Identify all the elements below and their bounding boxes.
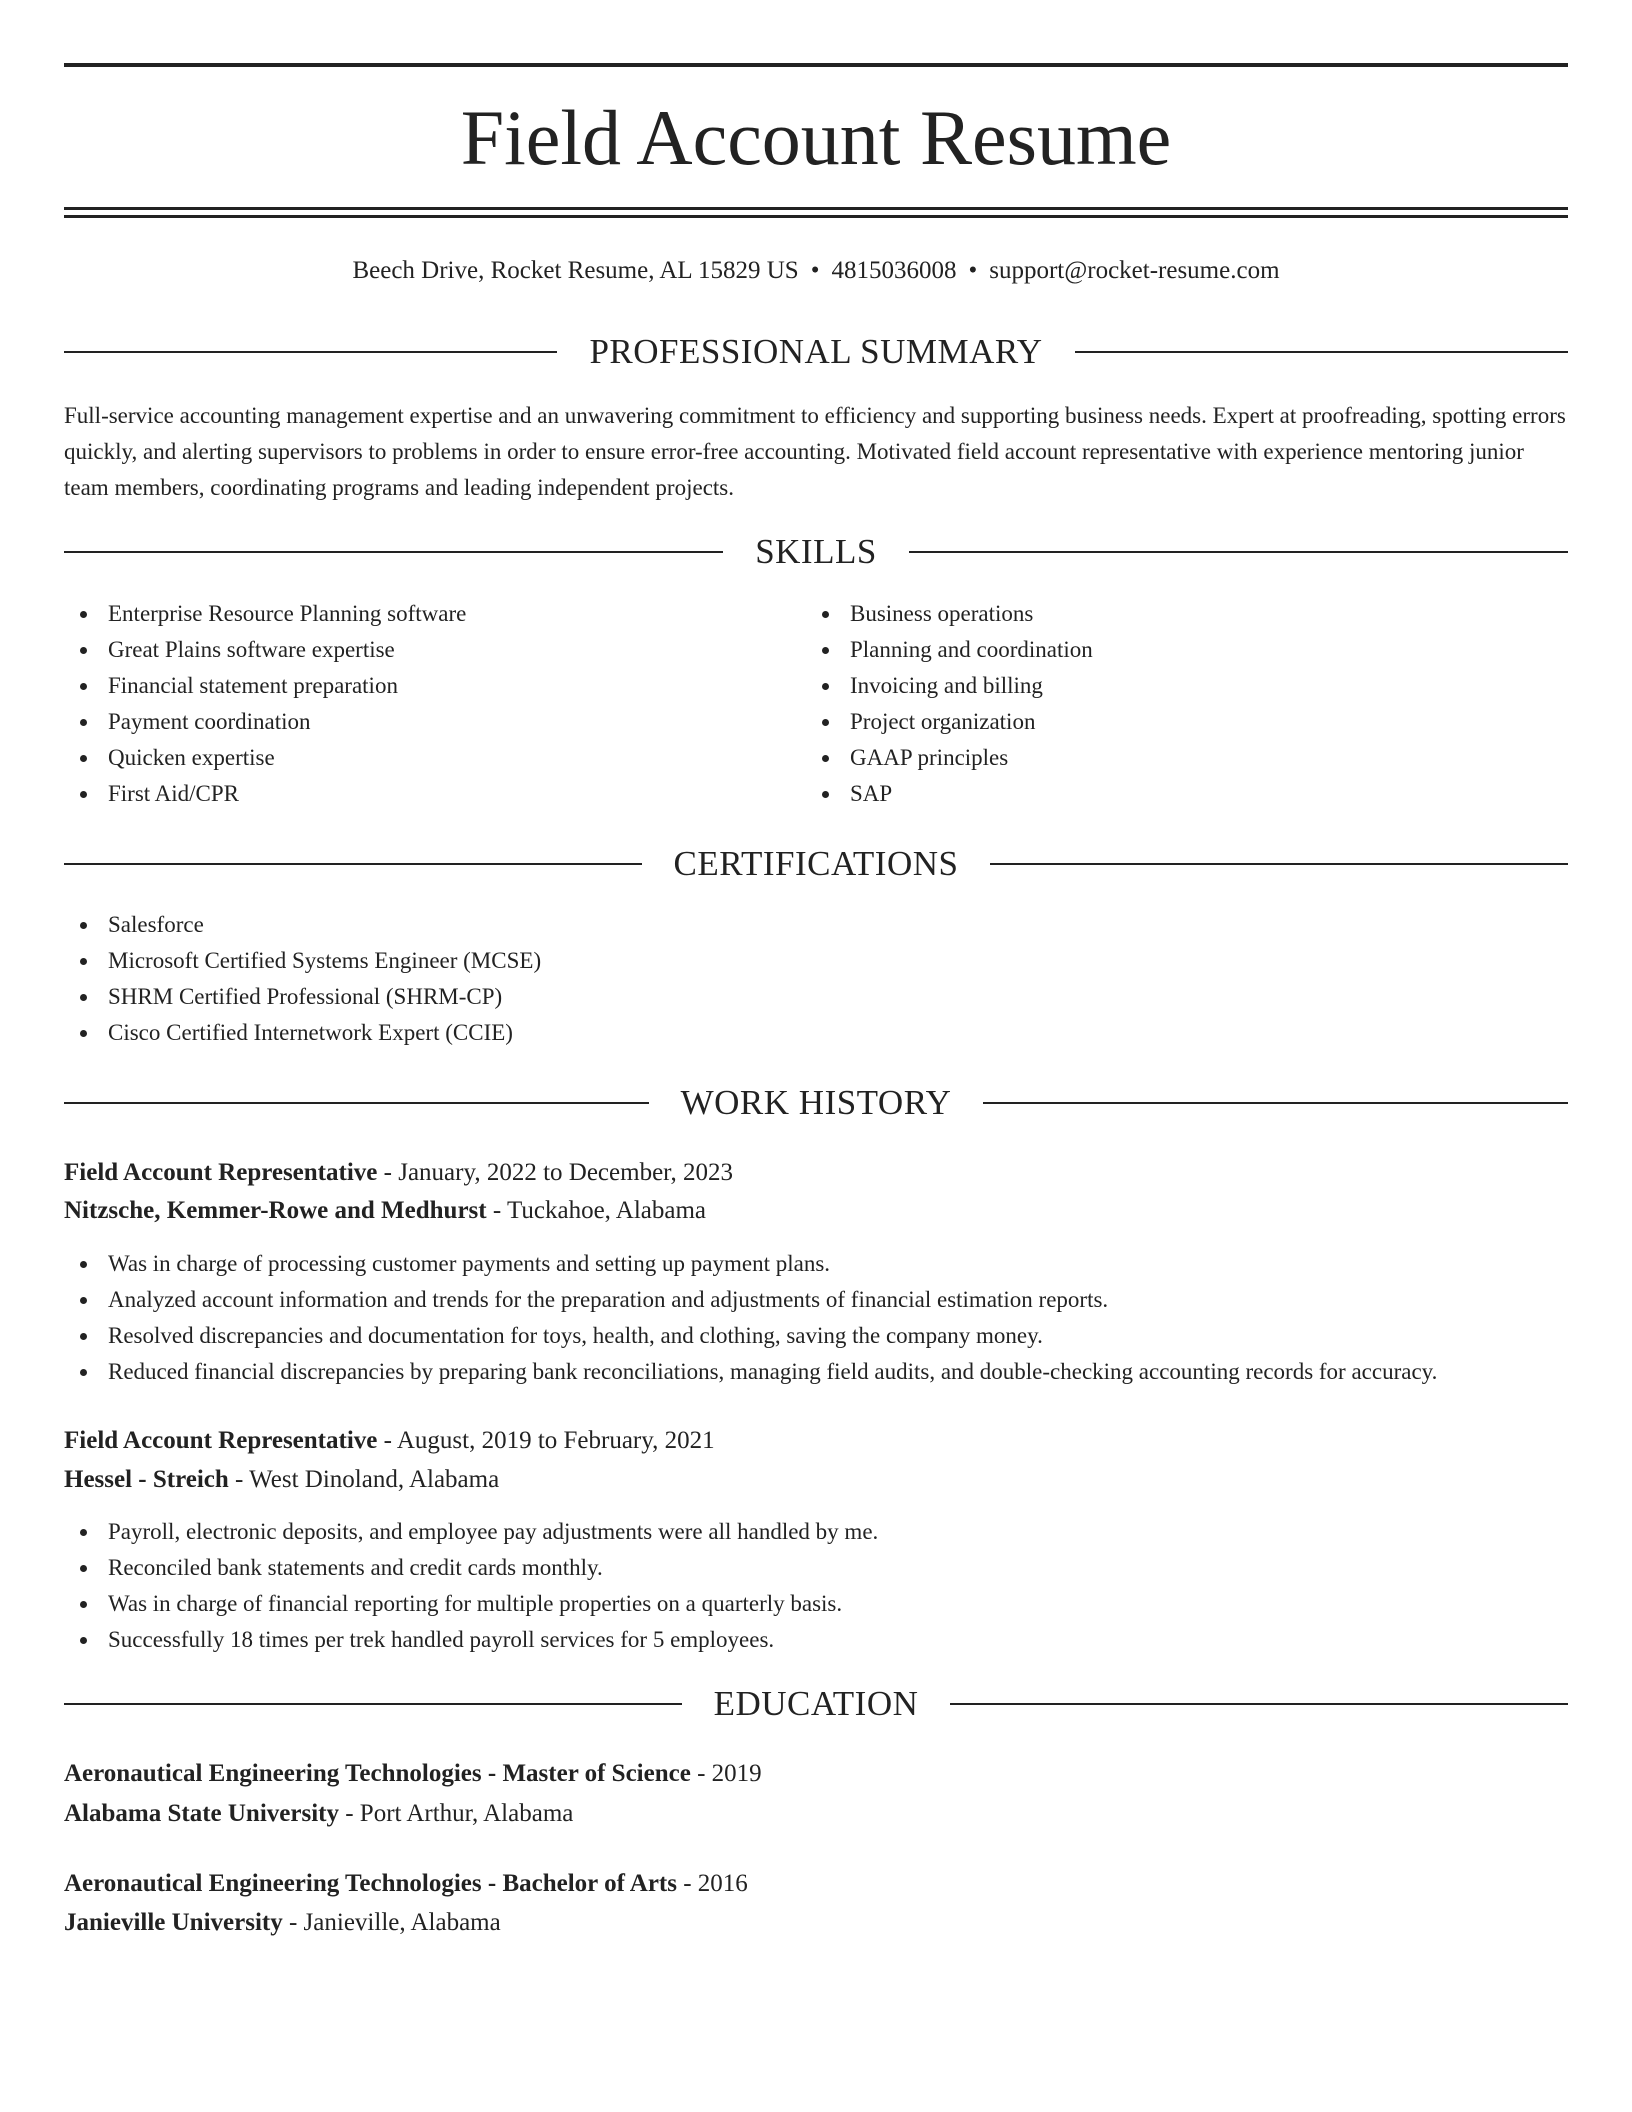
section-title-summary: PROFESSIONAL SUMMARY (589, 332, 1043, 371)
contact-email[interactable]: support@rocket-resume.com (989, 257, 1280, 284)
education-school: Alabama State University (64, 1800, 339, 1827)
certification-item: Salesforce (64, 907, 541, 943)
section-header-skills (64, 530, 1568, 574)
section-rule (64, 551, 723, 553)
education-degree-line (64, 1755, 762, 1793)
certification-item: Cisco Certified Internetwork Expert (CCIE) (64, 1015, 541, 1051)
section-rule (983, 1102, 1568, 1104)
skill-item: Invoicing and billing (806, 668, 1093, 704)
job-dates: - January, 2022 to December, 2023 (377, 1159, 733, 1186)
education-school-line (64, 1904, 501, 1942)
job-title-line (64, 1154, 733, 1192)
job-title: Field Account Representative (64, 1427, 378, 1454)
job-dates: - August, 2019 to February, 2021 (377, 1427, 715, 1454)
certifications-list (64, 907, 541, 1051)
skill-item: Great Plains software expertise (64, 632, 466, 668)
job-bullet: Was in charge of financial reporting for multiple properties on a quarterly basis. (64, 1586, 878, 1622)
job-bullet: Payroll, electronic deposits, and employee pay adjustments were all handled by me. (64, 1514, 878, 1550)
section-rule (64, 351, 557, 353)
title-rule-upper (64, 207, 1568, 210)
education-school: Janieville University (64, 1909, 283, 1936)
resume-title: Field Account Resume (460, 94, 1172, 181)
education-year: - 2019 (690, 1760, 762, 1787)
job-bullet: Reconciled bank statements and credit cards monthly. (64, 1550, 878, 1586)
title-rule-lower (64, 215, 1568, 218)
certification-item: SHRM Certified Professional (SHRM-CP) (64, 979, 541, 1015)
section-rule (950, 1703, 1568, 1705)
section-rule (64, 1703, 682, 1705)
job-bullets (64, 1246, 1437, 1390)
job-bullet: Resolved discrepancies and documentation for toys, health, and clothing, saving the company money. (64, 1318, 1437, 1354)
job-location: - Tuckahoe, Alabama (486, 1197, 707, 1224)
job-company: Nitzsche, Kemmer-Rowe and Medhurst (64, 1197, 487, 1224)
contact-separator: • (968, 257, 978, 284)
job-title: Field Account Representative (64, 1159, 378, 1186)
section-header-summary (64, 330, 1568, 374)
section-rule (64, 863, 642, 865)
section-title-education: EDUCATION (713, 1684, 919, 1723)
contact-phone: 4815036008 (831, 257, 957, 284)
education-location: - Janieville, Alabama (282, 1909, 501, 1936)
skill-item: Business operations (806, 596, 1093, 632)
skill-item: GAAP principles (806, 740, 1093, 776)
job-title-line (64, 1422, 715, 1460)
education-location: - Port Arthur, Alabama (338, 1800, 574, 1827)
skill-item: Quicken expertise (64, 740, 466, 776)
section-title-skills: SKILLS (755, 532, 877, 571)
job-bullets (64, 1514, 878, 1658)
education-year: - 2016 (676, 1870, 748, 1897)
job-bullet: Was in charge of processing customer payments and setting up payment plans. (64, 1246, 1437, 1282)
summary-text: Full-service accounting management expertise and an unwavering commitment to efficiency and supporting business needs. Expert at proofreading, spotting errors quickly, and alerting supervisors to problems in order to ensure error-free accounting. Motivated field account representative with experience mentoring junior team members, coordinating programs and leading independent projects. (64, 403, 1566, 500)
skill-item: Planning and coordination (806, 632, 1093, 668)
job-location: - West Dinoland, Alabama (228, 1466, 500, 1493)
top-rule (64, 63, 1568, 67)
skill-item: Enterprise Resource Planning software (64, 596, 466, 632)
section-rule (64, 1102, 649, 1104)
skills-list-right (806, 596, 1093, 812)
skill-item: Financial statement preparation (64, 668, 466, 704)
job-bullet: Analyzed account information and trends for the preparation and adjustments of financial estimation reports. (64, 1282, 1437, 1318)
education-degree-line (64, 1865, 748, 1903)
section-header-work (64, 1081, 1568, 1125)
skill-item: SAP (806, 776, 1093, 812)
section-title-certifications: CERTIFICATIONS (673, 844, 959, 883)
contact-address: Beech Drive, Rocket Resume, AL 15829 US (352, 257, 799, 284)
job-company: Hessel - Streich (64, 1466, 229, 1493)
education-degree: Aeronautical Engineering Technologies - Bachelor of Arts (64, 1870, 677, 1897)
skill-item: Payment coordination (64, 704, 466, 740)
section-title-work: WORK HISTORY (680, 1083, 952, 1122)
job-company-line (64, 1461, 499, 1499)
section-rule (1075, 351, 1568, 353)
skill-item: First Aid/CPR (64, 776, 466, 812)
education-school-line (64, 1795, 573, 1833)
section-header-education (64, 1682, 1568, 1726)
skill-item: Project organization (806, 704, 1093, 740)
section-rule (990, 863, 1568, 865)
section-rule (909, 551, 1568, 553)
contact-separator: • (810, 257, 820, 284)
job-bullet: Successfully 18 times per trek handled payroll services for 5 employees. (64, 1622, 878, 1658)
job-company-line (64, 1192, 706, 1230)
skills-list-left (64, 596, 466, 812)
certification-item: Microsoft Certified Systems Engineer (MCSE) (64, 943, 541, 979)
contact-line (64, 253, 1568, 289)
section-header-certifications (64, 842, 1568, 886)
education-degree: Aeronautical Engineering Technologies - Master of Science (64, 1760, 691, 1787)
job-bullet: Reduced financial discrepancies by preparing bank reconciliations, managing field audits, and double-checking accounting records for accuracy. (64, 1354, 1437, 1390)
